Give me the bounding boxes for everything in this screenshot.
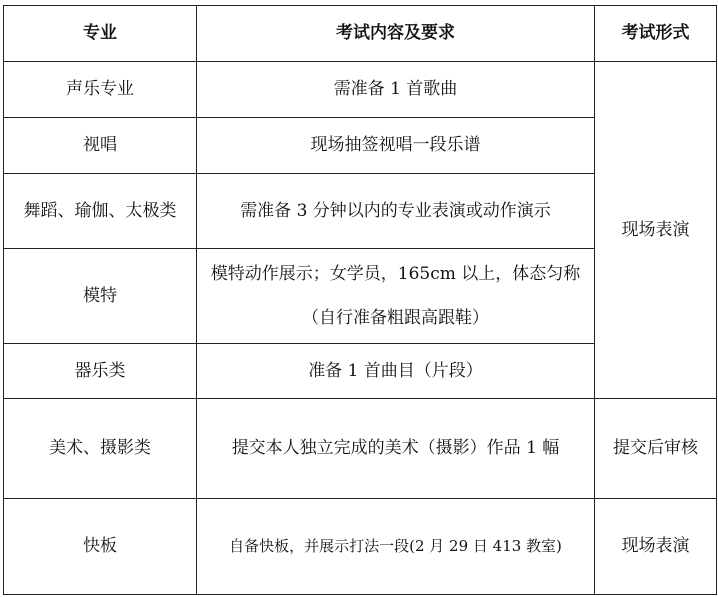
table-header-row xyxy=(4,6,717,62)
cell-content: 模特动作展示；女学员，165cm 以上，体态匀称（自行准备粗跟高跟鞋） xyxy=(197,249,595,344)
cell-major: 美术、摄影类 xyxy=(4,399,197,499)
cell-content: 准备 1 首曲目（片段） xyxy=(197,344,595,399)
table-row xyxy=(4,499,717,595)
cell-form-merged: 现场表演 xyxy=(595,62,717,399)
cell-content: 现场抽签视唱一段乐谱 xyxy=(197,118,595,174)
cell-major: 模特 xyxy=(4,249,197,344)
cell-major: 快板 xyxy=(4,499,197,595)
cell-content: 自备快板，并展示打法一段(2 月 29 日 413 教室) xyxy=(197,499,595,595)
cell-form: 提交后审核 xyxy=(595,399,717,499)
cell-content: 需准备 1 首歌曲 xyxy=(197,62,595,118)
cell-major: 声乐专业 xyxy=(4,62,197,118)
header-form: 考试形式 xyxy=(595,6,717,62)
header-content: 考试内容及要求 xyxy=(197,6,595,62)
cell-content: 需准备 3 分钟以内的专业表演或动作演示 xyxy=(197,174,595,249)
table-row xyxy=(4,399,717,499)
exam-requirements-table xyxy=(3,5,717,595)
cell-major: 器乐类 xyxy=(4,344,197,399)
cell-content: 提交本人独立完成的美术（摄影）作品 1 幅 xyxy=(197,399,595,499)
cell-form: 现场表演 xyxy=(595,499,717,595)
table-row xyxy=(4,62,717,118)
header-major: 专业 xyxy=(4,6,197,62)
cell-major: 舞蹈、瑜伽、太极类 xyxy=(4,174,197,249)
cell-major: 视唱 xyxy=(4,118,197,174)
